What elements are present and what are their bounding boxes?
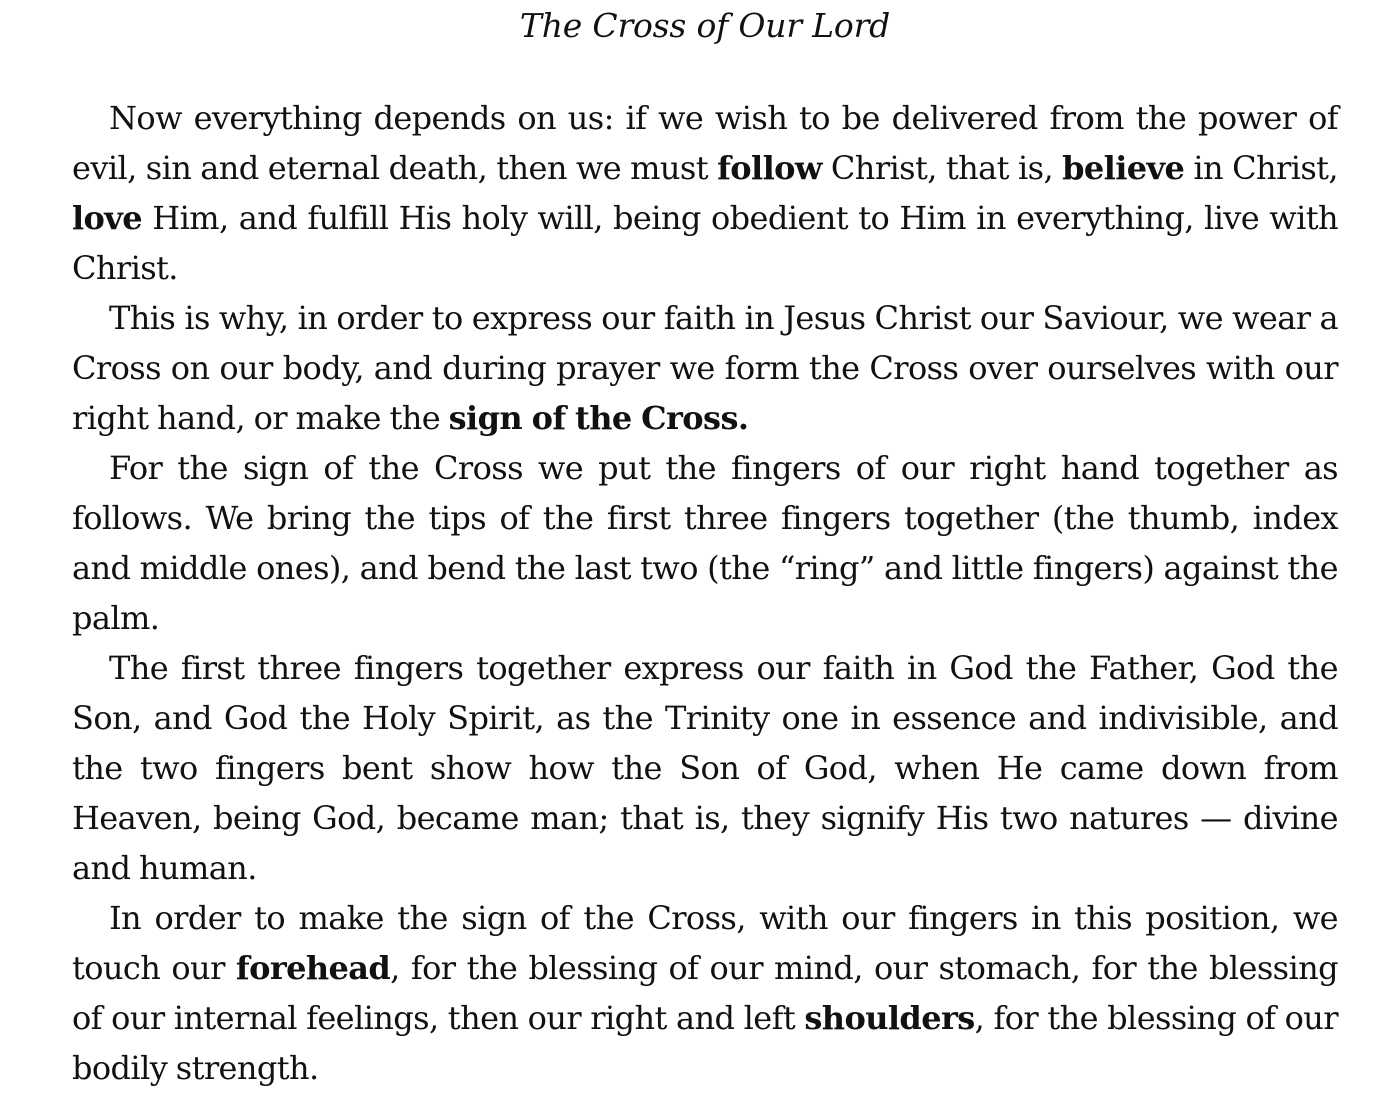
emphasis-sign-of-the-cross: sign of the Cross. <box>448 399 749 437</box>
paragraph-1 <box>72 93 1338 293</box>
paragraph-4 <box>72 643 1338 893</box>
emphasis-shoulders: shoulders <box>804 999 975 1037</box>
emphasis-believe: believe <box>1062 149 1185 187</box>
text-segment: , for the blessing of our bodily strength. <box>72 999 1338 1087</box>
text-segment: Now everything depends on us: if we wish to be delivered from the power of evil, sin and eternal death, then we must <box>72 99 1338 187</box>
text-segment: In order to make the sign of the Cross, with our fingers in this position, we touch our <box>72 899 1338 987</box>
paragraph-2 <box>72 293 1338 443</box>
emphasis-forehead: forehead <box>235 949 391 987</box>
text-segment: For the sign of the Cross we put the fingers of our right hand together as follows. We bring the tips of the first three fingers together (the thumb, index and middle ones), and bend the last two (the “ring” and little fingers) against the palm. <box>72 449 1338 637</box>
emphasis-love: love <box>72 199 143 237</box>
paragraph-5 <box>72 893 1338 1093</box>
emphasis-follow: follow <box>717 149 822 187</box>
running-title: The Cross of Our Lord <box>519 6 891 45</box>
text-segment: This is why, in order to express our faith in Jesus Christ our Saviour, we wear a Cross on our body, and during prayer we form the Cross over ourselves with our right hand, or make the <box>72 299 1338 437</box>
text-segment: The first three fingers together express our faith in God the Father, God the Son, and God the Holy Spirit, as the Trinity one in essence and indivisible, and the two fingers bent show how the Son of God, when He came down from Heaven, being God, became man; that is, they signify His two natures — divine and human. <box>72 649 1338 887</box>
body-text <box>72 93 1338 1093</box>
text-segment: , for the blessing of our mind, our stomach, for the blessing of our internal feelings, then our right and left <box>72 949 1338 1037</box>
text-segment: Christ, that is, <box>821 149 1063 187</box>
paragraph-3 <box>72 443 1338 643</box>
text-segment: in Christ, <box>1184 149 1338 187</box>
text-segment: Him, and fulfill His holy will, being obedient to Him in everything, live with Christ. <box>72 199 1338 287</box>
